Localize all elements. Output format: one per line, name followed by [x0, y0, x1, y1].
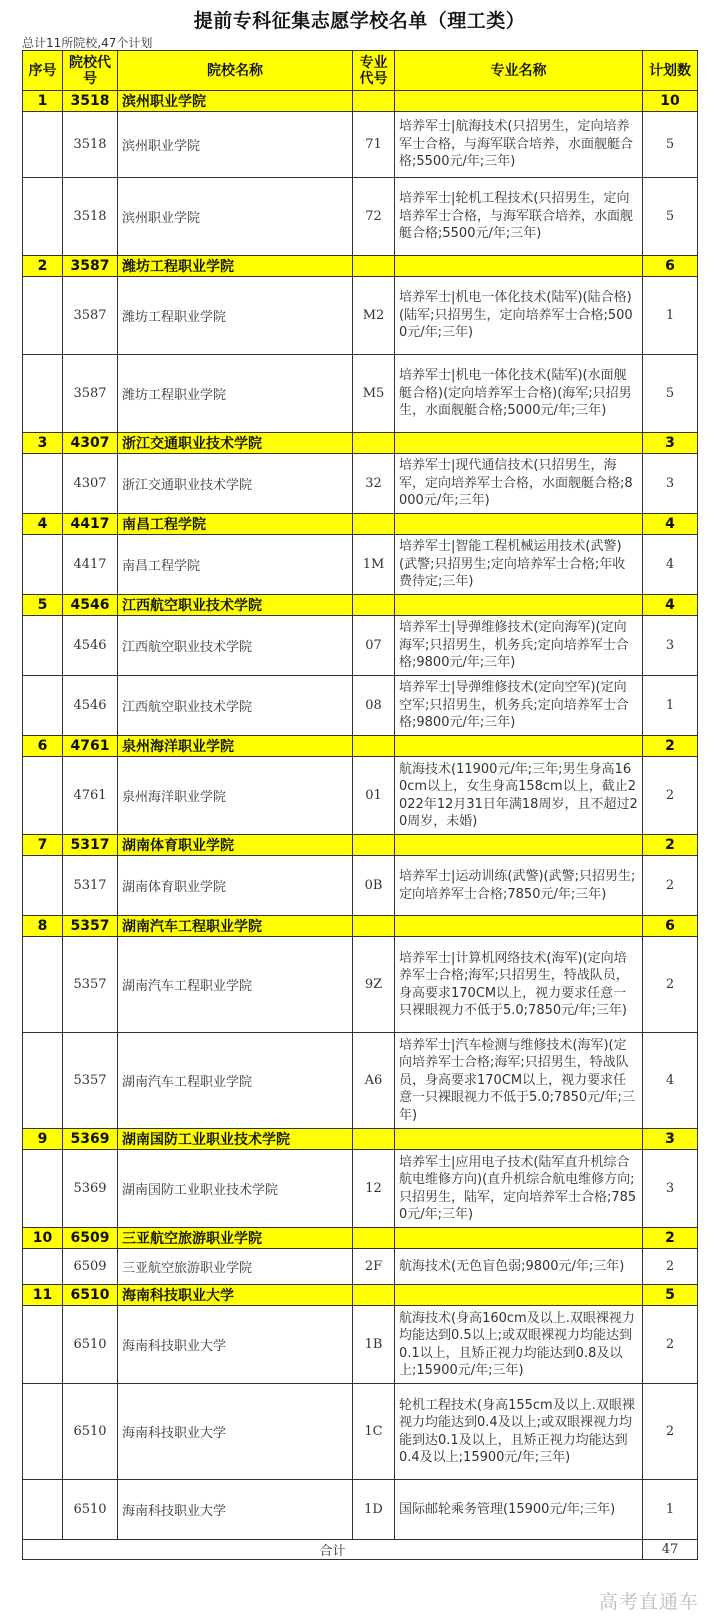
group-plan-total: 5 [643, 1285, 698, 1306]
row-school-code: 4546 [63, 676, 118, 736]
row-school-name: 江西航空职业技术学院 [118, 616, 353, 676]
group-empty-cell [353, 514, 395, 535]
row-major-code: 71 [353, 112, 395, 178]
row-major-code: 1M [353, 535, 395, 595]
group-row [23, 916, 698, 937]
group-school-code: 4307 [63, 433, 118, 454]
row-major-code: 9Z [353, 937, 395, 1033]
table-row [23, 1150, 698, 1228]
group-plan-total: 3 [643, 433, 698, 454]
group-empty-cell [395, 835, 643, 856]
group-empty-cell [395, 1228, 643, 1249]
group-no: 7 [23, 835, 63, 856]
header-major: 专业名称 [395, 51, 643, 91]
row-school-code: 4761 [63, 757, 118, 835]
row-plan: 3 [643, 1150, 698, 1228]
group-plan-total: 4 [643, 514, 698, 535]
row-school-code: 6510 [63, 1480, 118, 1540]
table-row [23, 1306, 698, 1384]
row-major-code: 01 [353, 757, 395, 835]
total-row [23, 1540, 698, 1560]
table-row [23, 277, 698, 355]
group-empty-cell [353, 91, 395, 112]
row-school-name: 海南科技职业大学 [118, 1384, 353, 1480]
header-major-code: 专业代号 [353, 51, 395, 91]
row-school-code: 3518 [63, 112, 118, 178]
group-empty-cell [395, 256, 643, 277]
group-school-code: 6510 [63, 1285, 118, 1306]
group-school-name: 南昌工程学院 [118, 514, 353, 535]
row-major-name: 航海技术(11900元/年;三年;男生身高160cm以上，女生身高158cm以上，截止2022年12月31日年满18周岁，且不超过20周岁，未婚) [395, 757, 643, 835]
row-no-cell [23, 1384, 63, 1480]
group-empty-cell [395, 433, 643, 454]
row-no-cell [23, 1306, 63, 1384]
group-empty-cell [395, 91, 643, 112]
row-major-name: 航海技术(身高160cm及以上.双眼裸视力均能达到0.5以上;或双眼裸视力均能达到0.1以上，且矫正视力均能达到0.8及以上;15900元/年;三年) [395, 1306, 643, 1384]
group-school-code: 4417 [63, 514, 118, 535]
row-school-name: 浙江交通职业技术学院 [118, 454, 353, 514]
row-plan: 2 [643, 1249, 698, 1285]
group-no: 2 [23, 256, 63, 277]
group-empty-cell [395, 595, 643, 616]
row-major-name: 培养军士|机电一体化技术(陆军)(水面舰艇合格)(定向培养军士合格)(海军;只招男生，水面舰艇合格;5000元/年;三年) [395, 355, 643, 433]
row-plan: 2 [643, 856, 698, 916]
group-row [23, 256, 698, 277]
row-school-name: 湖南体育职业学院 [118, 856, 353, 916]
row-major-code: 1D [353, 1480, 395, 1540]
row-no-cell [23, 178, 63, 256]
row-school-code: 6509 [63, 1249, 118, 1285]
row-no-cell [23, 535, 63, 595]
group-empty-cell [395, 736, 643, 757]
watermark: 高考直通车 [598, 1591, 699, 1613]
group-school-name: 江西航空职业技术学院 [118, 595, 353, 616]
row-school-name: 滨州职业学院 [118, 112, 353, 178]
group-plan-total: 3 [643, 1129, 698, 1150]
row-major-code: 1C [353, 1384, 395, 1480]
row-school-name: 湖南汽车工程职业学院 [118, 1033, 353, 1129]
group-empty-cell [353, 595, 395, 616]
group-plan-total: 6 [643, 256, 698, 277]
row-school-code: 3587 [63, 355, 118, 433]
row-major-code: M5 [353, 355, 395, 433]
header-name: 院校名称 [118, 51, 353, 91]
table-body [23, 91, 698, 1540]
group-empty-cell [395, 514, 643, 535]
group-row [23, 91, 698, 112]
row-school-name: 湖南国防工业职业技术学院 [118, 1150, 353, 1228]
row-major-code: A6 [353, 1033, 395, 1129]
row-school-name: 海南科技职业大学 [118, 1480, 353, 1540]
row-no-cell [23, 937, 63, 1033]
row-school-code: 3518 [63, 178, 118, 256]
row-plan: 1 [643, 676, 698, 736]
table-row [23, 355, 698, 433]
header-no: 序号 [23, 51, 63, 91]
row-school-code: 6510 [63, 1384, 118, 1480]
row-plan: 4 [643, 535, 698, 595]
row-school-code: 5357 [63, 1033, 118, 1129]
row-major-code: 07 [353, 616, 395, 676]
row-no-cell [23, 616, 63, 676]
row-major-name: 培养军士|汽车检测与维修技术(海军)(定向培养军士合格;海军;只招男生，特战队员，身高要求170CM以上，视力要求任意一只裸眼视力不低于5.0;7850元/年;三年) [395, 1033, 643, 1129]
row-school-name: 南昌工程学院 [118, 535, 353, 595]
group-empty-cell [353, 1285, 395, 1306]
row-plan: 3 [643, 454, 698, 514]
group-no: 9 [23, 1129, 63, 1150]
group-school-code: 6509 [63, 1228, 118, 1249]
table-row [23, 178, 698, 256]
row-major-code: 0B [353, 856, 395, 916]
total-label: 合计 [23, 1540, 643, 1560]
row-no-cell [23, 856, 63, 916]
group-empty-cell [353, 1228, 395, 1249]
row-no-cell [23, 355, 63, 433]
row-school-name: 湖南汽车工程职业学院 [118, 937, 353, 1033]
group-plan-total: 2 [643, 736, 698, 757]
row-no-cell [23, 1150, 63, 1228]
group-school-code: 5357 [63, 916, 118, 937]
group-plan-total: 2 [643, 835, 698, 856]
group-school-code: 5317 [63, 835, 118, 856]
row-school-code: 5317 [63, 856, 118, 916]
group-plan-total: 6 [643, 916, 698, 937]
group-plan-total: 10 [643, 91, 698, 112]
row-major-name: 培养军士|现代通信技术(只招男生，海军，定向培养军士合格，水面舰艇合格;8000元/年;三年) [395, 454, 643, 514]
table-row [23, 535, 698, 595]
row-major-code: 08 [353, 676, 395, 736]
group-school-name: 三亚航空旅游职业学院 [118, 1228, 353, 1249]
group-school-name: 海南科技职业大学 [118, 1285, 353, 1306]
table-row [23, 1384, 698, 1480]
row-no-cell [23, 454, 63, 514]
row-no-cell [23, 757, 63, 835]
group-school-name: 湖南国防工业职业技术学院 [118, 1129, 353, 1150]
group-row [23, 1129, 698, 1150]
row-plan: 2 [643, 757, 698, 835]
row-school-name: 滨州职业学院 [118, 178, 353, 256]
row-major-code: 72 [353, 178, 395, 256]
row-major-code: 1B [353, 1306, 395, 1384]
row-school-code: 5369 [63, 1150, 118, 1228]
table-row [23, 112, 698, 178]
row-major-name: 国际邮轮乘务管理(15900元/年;三年) [395, 1480, 643, 1540]
table-header-row [23, 51, 698, 91]
row-major-name: 培养军士|航海技术(只招男生，定向培养军士合格，与海军联合培养，水面舰艇合格;5500元/年;三年) [395, 112, 643, 178]
group-empty-cell [353, 256, 395, 277]
row-no-cell [23, 1249, 63, 1285]
group-row [23, 835, 698, 856]
row-school-name: 潍坊工程职业学院 [118, 277, 353, 355]
header-code: 院校代号 [63, 51, 118, 91]
group-school-name: 湖南汽车工程职业学院 [118, 916, 353, 937]
group-empty-cell [395, 1129, 643, 1150]
row-school-name: 江西航空职业技术学院 [118, 676, 353, 736]
table-row [23, 454, 698, 514]
group-no: 4 [23, 514, 63, 535]
row-no-cell [23, 277, 63, 355]
row-school-code: 4417 [63, 535, 118, 595]
row-school-code: 6510 [63, 1306, 118, 1384]
row-school-name: 海南科技职业大学 [118, 1306, 353, 1384]
total-plan: 47 [643, 1540, 698, 1560]
row-plan: 5 [643, 355, 698, 433]
group-school-code: 3518 [63, 91, 118, 112]
row-plan: 2 [643, 1384, 698, 1480]
group-plan-total: 2 [643, 1228, 698, 1249]
table-row [23, 856, 698, 916]
row-plan: 2 [643, 937, 698, 1033]
row-major-name: 培养军士|应用电子技术(陆军直升机综合航电维修方向)(直升机综合航电维修方向;只招男生，陆军，定向培养军士合格;7850元/年;三年) [395, 1150, 643, 1228]
group-school-name: 浙江交通职业技术学院 [118, 433, 353, 454]
row-school-name: 三亚航空旅游职业学院 [118, 1249, 353, 1285]
group-school-code: 4761 [63, 736, 118, 757]
group-school-code: 3587 [63, 256, 118, 277]
row-major-name: 培养军士|智能工程机械运用技术(武警)(武警;只招男生;定向培养军士合格;年收费待定;三年) [395, 535, 643, 595]
row-no-cell [23, 676, 63, 736]
group-empty-cell [353, 433, 395, 454]
row-no-cell [23, 1480, 63, 1540]
group-empty-cell [395, 916, 643, 937]
row-major-code: 2F [353, 1249, 395, 1285]
table-row [23, 676, 698, 736]
group-row [23, 1228, 698, 1249]
group-empty-cell [353, 916, 395, 937]
table-row [23, 616, 698, 676]
row-school-code: 3587 [63, 277, 118, 355]
group-no: 11 [23, 1285, 63, 1306]
group-row [23, 514, 698, 535]
row-major-code: M2 [353, 277, 395, 355]
group-empty-cell [353, 835, 395, 856]
group-empty-cell [353, 736, 395, 757]
table-row [23, 937, 698, 1033]
summary-text: 总计11所院校,47个计划 [22, 36, 153, 50]
row-plan: 5 [643, 112, 698, 178]
table-row [23, 1480, 698, 1540]
group-school-code: 5369 [63, 1129, 118, 1150]
group-school-name: 湖南体育职业学院 [118, 835, 353, 856]
row-plan: 3 [643, 616, 698, 676]
page-title: 提前专科征集志愿学校名单（理工类） [193, 10, 526, 32]
row-major-name: 培养军士|运动训练(武警)(武警;只招男生;定向培养军士合格;7850元/年;三年) [395, 856, 643, 916]
row-major-code: 32 [353, 454, 395, 514]
group-plan-total: 4 [643, 595, 698, 616]
row-major-name: 航海技术(无色盲色弱;9800元/年;三年) [395, 1249, 643, 1285]
row-major-name: 培养军士|计算机网络技术(海军)(定向培养军士合格;海军;只招男生，特战队员，身高要求170CM以上，视力要求任意一只裸眼视力不低于5.0;7850元/年;三年) [395, 937, 643, 1033]
group-no: 8 [23, 916, 63, 937]
row-plan: 2 [643, 1306, 698, 1384]
group-row [23, 595, 698, 616]
group-row [23, 433, 698, 454]
row-no-cell [23, 112, 63, 178]
group-school-code: 4546 [63, 595, 118, 616]
row-plan: 5 [643, 178, 698, 256]
row-plan: 4 [643, 1033, 698, 1129]
row-major-name: 轮机工程技术(身高155cm及以上.双眼裸视力均能达到0.4及以上;或双眼裸视力均能到达0.1及以上，且矫正视力均能达到0.4及以上;15900元/年;三年) [395, 1384, 643, 1480]
row-major-name: 培养军士|导弹维修技术(定向海军)(定向海军;只招男生，机务兵;定向培养军士合格;9800元/年;三年) [395, 616, 643, 676]
row-major-code: 12 [353, 1150, 395, 1228]
row-school-name: 泉州海洋职业学院 [118, 757, 353, 835]
group-school-name: 泉州海洋职业学院 [118, 736, 353, 757]
row-major-name: 培养军士|轮机工程技术(只招男生，定向培养军士合格，与海军联合培养，水面舰艇合格;5500元/年;三年) [395, 178, 643, 256]
row-plan: 1 [643, 1480, 698, 1540]
table-row [23, 1033, 698, 1129]
table-row [23, 1249, 698, 1285]
school-table [22, 50, 698, 1560]
group-row [23, 1285, 698, 1306]
group-no: 10 [23, 1228, 63, 1249]
row-school-name: 潍坊工程职业学院 [118, 355, 353, 433]
row-school-code: 4307 [63, 454, 118, 514]
header-plan: 计划数 [643, 51, 698, 91]
group-no: 6 [23, 736, 63, 757]
group-empty-cell [353, 1129, 395, 1150]
row-major-name: 培养军士|导弹维修技术(定向空军)(定向空军;只招男生，机务兵;定向培养军士合格;9800元/年;三年) [395, 676, 643, 736]
group-no: 3 [23, 433, 63, 454]
group-no: 5 [23, 595, 63, 616]
group-school-name: 滨州职业学院 [118, 91, 353, 112]
group-no: 1 [23, 91, 63, 112]
group-row [23, 736, 698, 757]
row-plan: 1 [643, 277, 698, 355]
group-empty-cell [395, 1285, 643, 1306]
row-major-name: 培养军士|机电一体化技术(陆军)(陆合格)(陆军;只招男生，定向培养军士合格;5000元/年;三年) [395, 277, 643, 355]
row-no-cell [23, 1033, 63, 1129]
group-school-name: 潍坊工程职业学院 [118, 256, 353, 277]
table-row [23, 757, 698, 835]
row-school-code: 4546 [63, 616, 118, 676]
row-school-code: 5357 [63, 937, 118, 1033]
